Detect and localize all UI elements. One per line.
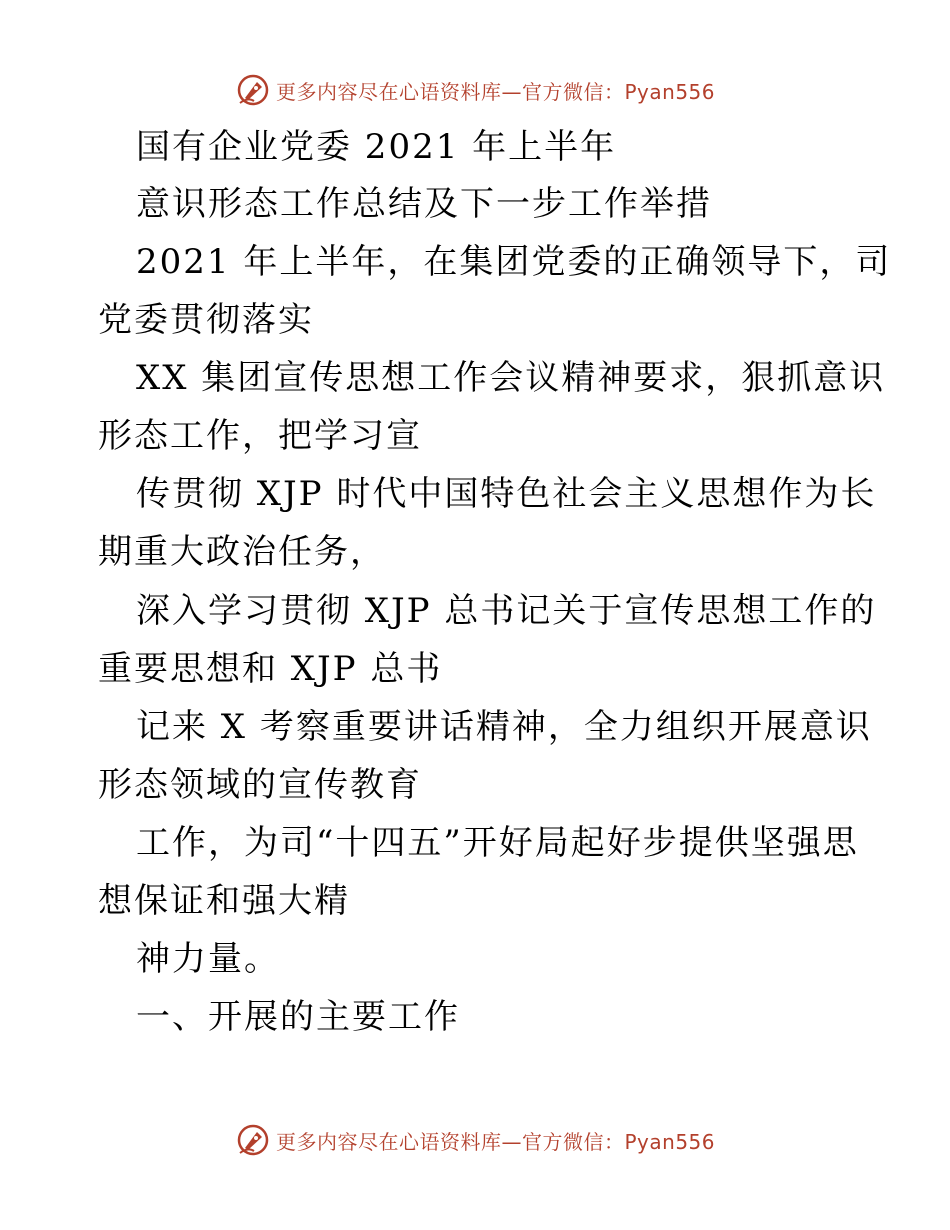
header-watermark	[236, 72, 715, 108]
paragraph-line: 想保证和强大精	[98, 881, 350, 921]
paragraph-line: 深入学习贯彻 XJP 总书记关于宣传思想工作的	[136, 591, 877, 631]
paragraph-line: 党委贯彻落实	[98, 300, 314, 340]
document-title-line-2: 意识形态工作总结及下一步工作举措	[136, 184, 712, 224]
paragraph-line: XX 集团宣传思想工作会议精神要求，狠抓意识	[136, 358, 886, 398]
paragraph-line: 传贯彻 XJP 时代中国特色社会主义思想作为长	[136, 474, 877, 514]
watermark-text: 更多内容尽在心语资料库—官方微信：Pyan556	[276, 79, 716, 104]
watermark-text: 更多内容尽在心语资料库—官方微信：Pyan556	[276, 1129, 716, 1154]
paragraph-line: 形态领域的宣传教育	[98, 765, 422, 805]
footer-watermark	[236, 1122, 715, 1158]
paragraph-line: 记来 X 考察重要讲话精神，全力组织开展意识	[136, 707, 872, 747]
paragraph-line: 工作，为司“十四五”开好局起好步提供坚强思	[136, 823, 859, 863]
paragraph-line: 期重大政治任务，	[98, 532, 386, 572]
document-title-line-1: 国有企业党委 2021 年上半年	[136, 127, 617, 167]
paragraph-line: 形态工作，把学习宣	[98, 416, 422, 456]
pen-nib-logo-icon	[236, 1123, 270, 1157]
paragraph-line: 神力量。	[136, 939, 280, 979]
section-heading: 一、开展的主要工作	[136, 997, 460, 1037]
pen-nib-logo-icon	[236, 73, 270, 107]
paragraph-line: 重要思想和 XJP 总书	[98, 649, 443, 689]
paragraph-line: 2021 年上半年，在集团党委的正确领导下，司	[136, 242, 892, 282]
